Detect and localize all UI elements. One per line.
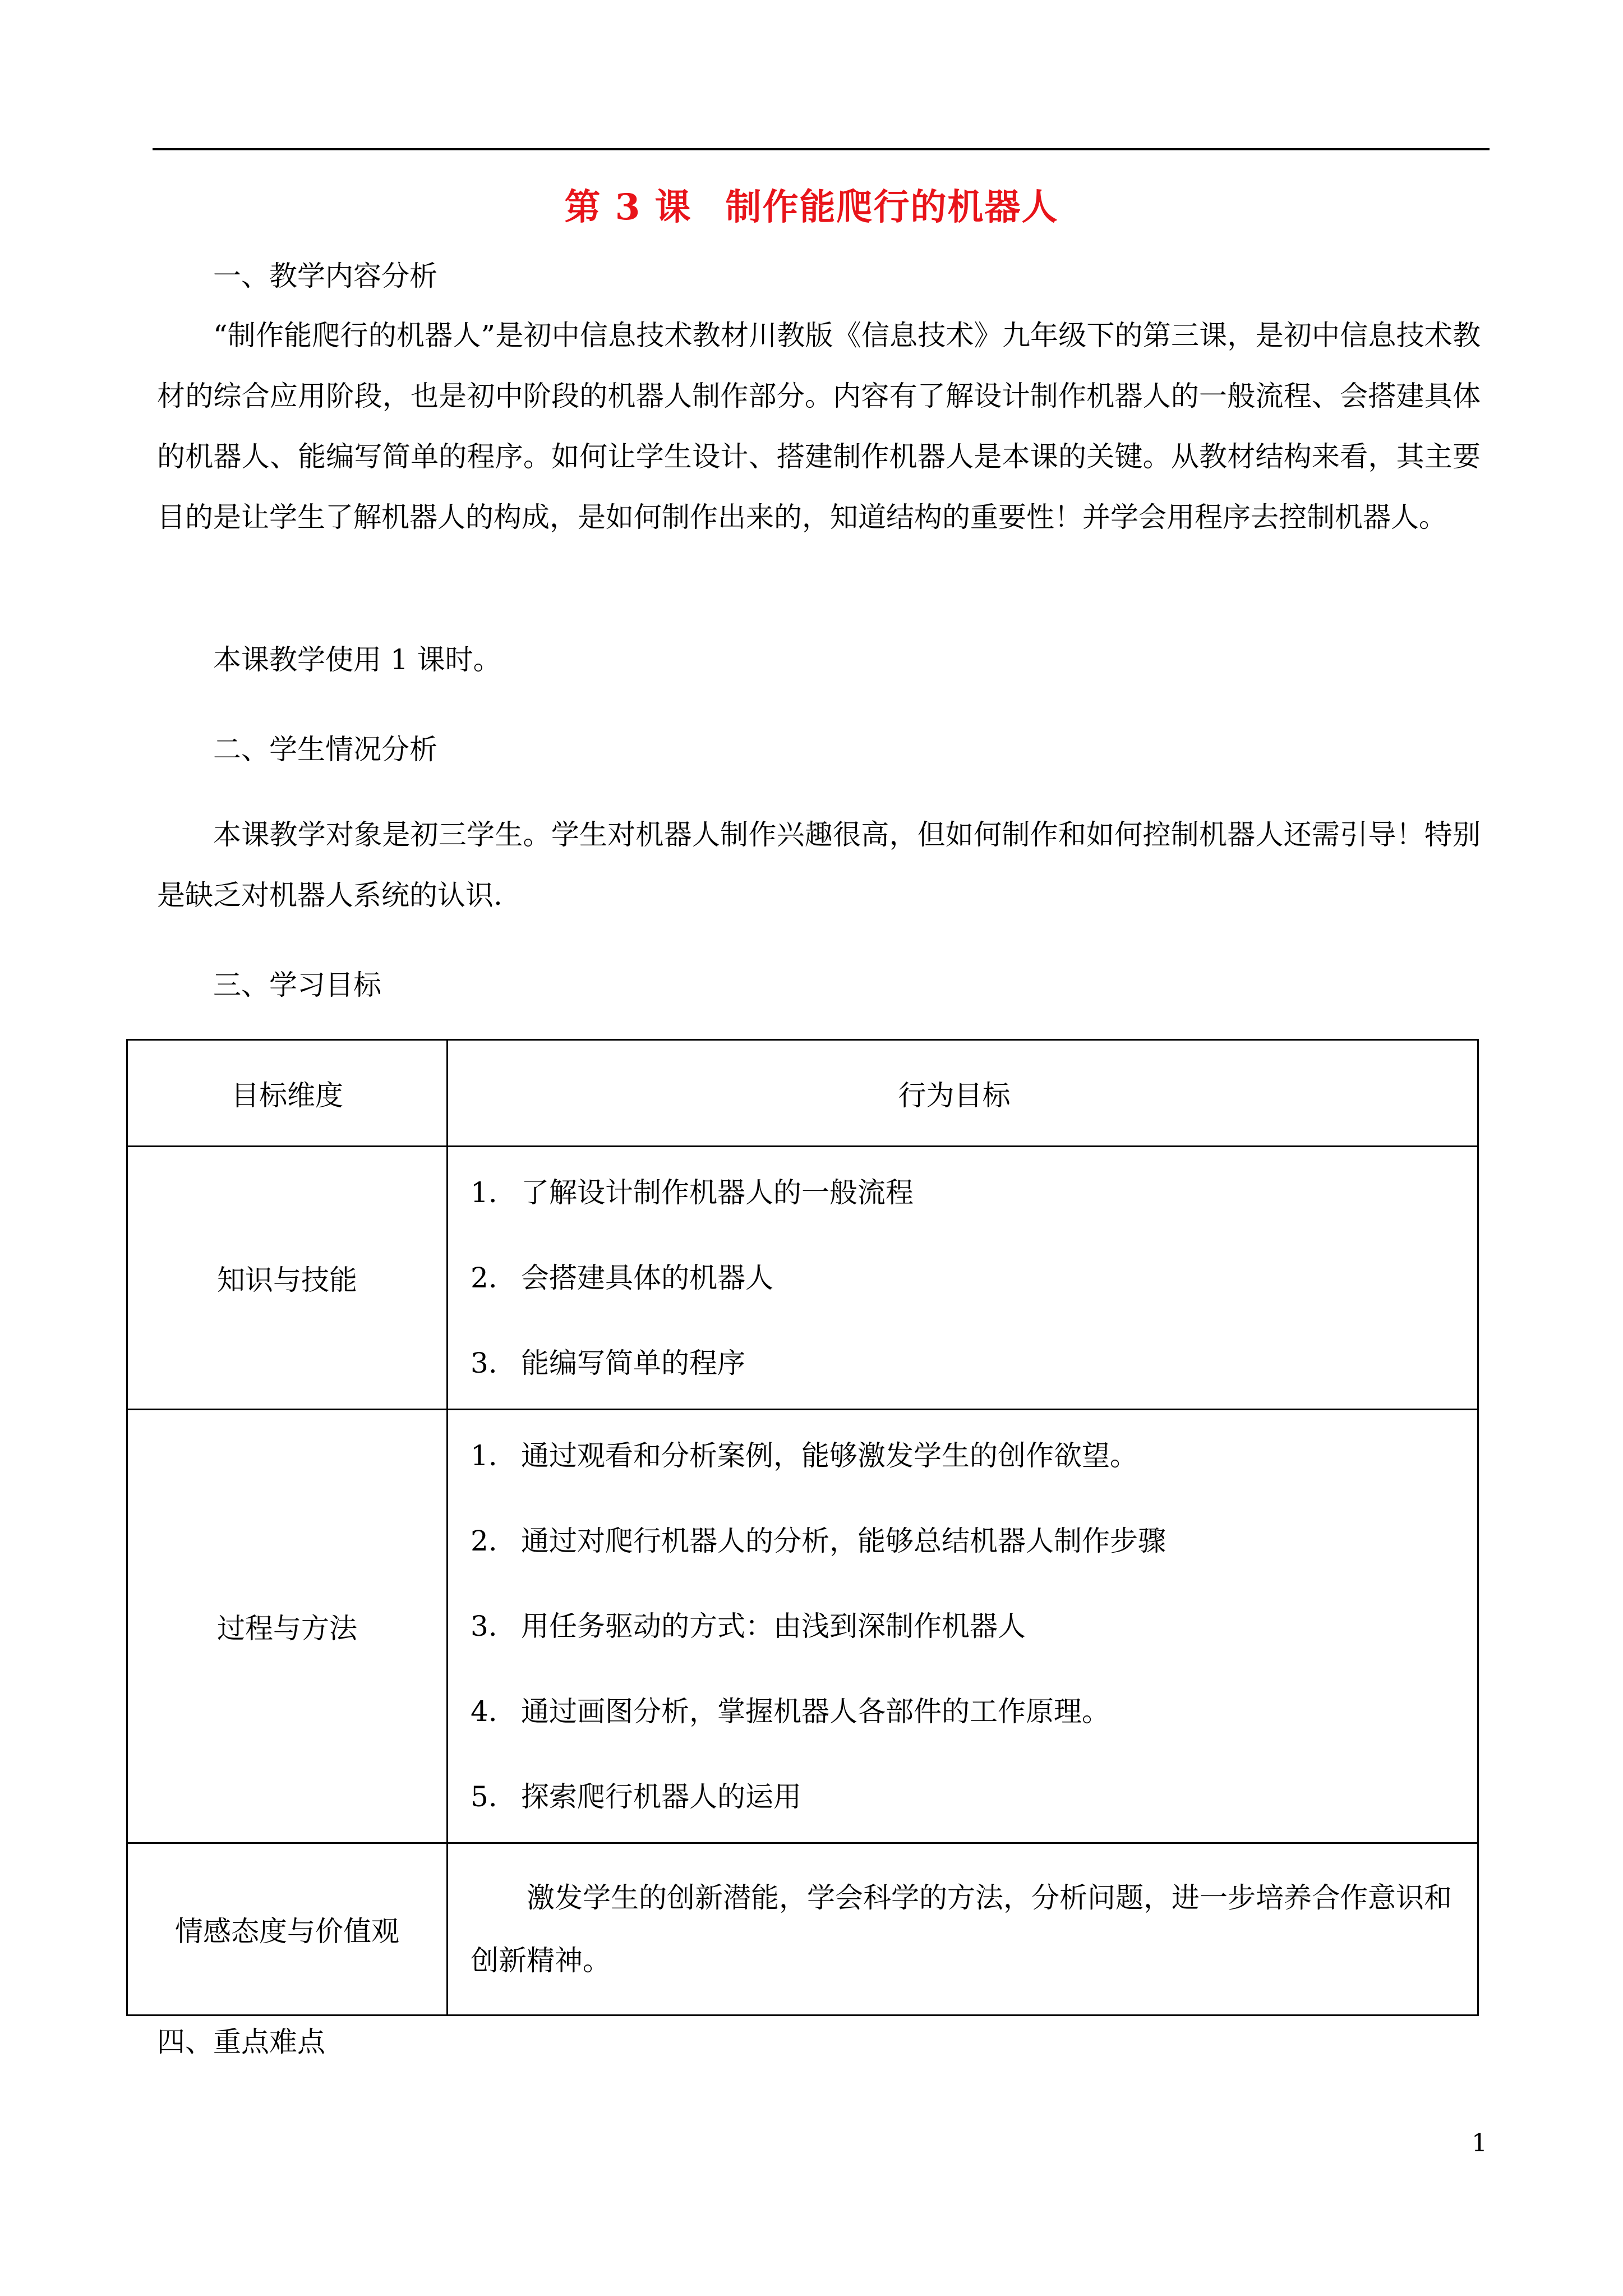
list-item: 4. 通过画图分析，掌握机器人各部件的工作原理。	[471, 1695, 1110, 1728]
table-row-knowledge	[127, 1147, 1478, 1410]
row-goals	[448, 1843, 1478, 2016]
table-row-process	[127, 1410, 1478, 1843]
row-goals	[448, 1410, 1478, 1843]
header-dimension: 目标维度	[127, 1040, 448, 1147]
row-dimension: 过程与方法	[127, 1410, 448, 1843]
section2-paragraph: 本课教学对象是初三学生。学生对机器人制作兴趣很高，但如何制作和如何控制机器人还需引导！特别是缺乏对机器人系统的认识.	[157, 818, 1481, 912]
header-goal: 行为目标	[448, 1040, 1478, 1147]
lesson-name: 制作能爬行的机器人	[725, 186, 1059, 228]
table-row-emotion	[127, 1843, 1478, 2016]
list-item: 1. 了解设计制作机器人的一般流程	[471, 1176, 914, 1209]
list-item: 3. 能编写简单的程序	[471, 1347, 745, 1379]
section4-heading: 四、重点难点	[157, 2026, 325, 2058]
header-rule	[153, 148, 1490, 150]
row-goal-text: 激发学生的创新潜能，学会科学的方法，分析问题，进一步培养合作意识和创新精神。	[471, 1881, 1452, 1977]
page-title	[0, 178, 1623, 230]
section1-hours: 本课教学使用 1 课时。	[213, 643, 501, 676]
list-item: 3. 用任务驱动的方式：由浅到深制作机器人	[471, 1610, 1026, 1642]
lesson-number: 第 3 课	[564, 186, 692, 228]
section2-heading: 二、学生情况分析	[213, 733, 437, 766]
table-header-row	[127, 1040, 1478, 1147]
learning-goals-table	[126, 1039, 1479, 2016]
page-number: 1	[1472, 2129, 1487, 2157]
row-dimension: 知识与技能	[127, 1147, 448, 1410]
list-item: 2. 会搭建具体的机器人	[471, 1262, 773, 1294]
list-item: 1. 通过观看和分析案例，能够激发学生的创作欲望。	[471, 1439, 1138, 1472]
section1-heading: 一、教学内容分析	[213, 260, 437, 292]
list-item: 2. 通过对爬行机器人的分析，能够总结机器人制作步骤	[471, 1525, 1166, 1557]
row-goals	[448, 1147, 1478, 1410]
list-item: 5. 探索爬行机器人的运用	[471, 1780, 801, 1813]
section3-heading: 三、学习目标	[213, 969, 381, 1001]
section1-paragraph: “制作能爬行的机器人”是初中信息技术教材川教版《信息技术》九年级下的第三课，是初中信息技术教材的综合应用阶段，也是初中阶段的机器人制作部分。内容有了解设计制作机器人的一般流程、会搭建具体的机器人、能编写简单的程序。如何让学生设计、搭建制作机器人是本课的关键。从教材结构来看，其主要目的是让学生了解机器人的构成，是如何制作出来的，知道结构的重要性！并学会用程序去控制机器人。	[157, 319, 1481, 533]
row-dimension: 情感态度与价值观	[127, 1843, 448, 2016]
